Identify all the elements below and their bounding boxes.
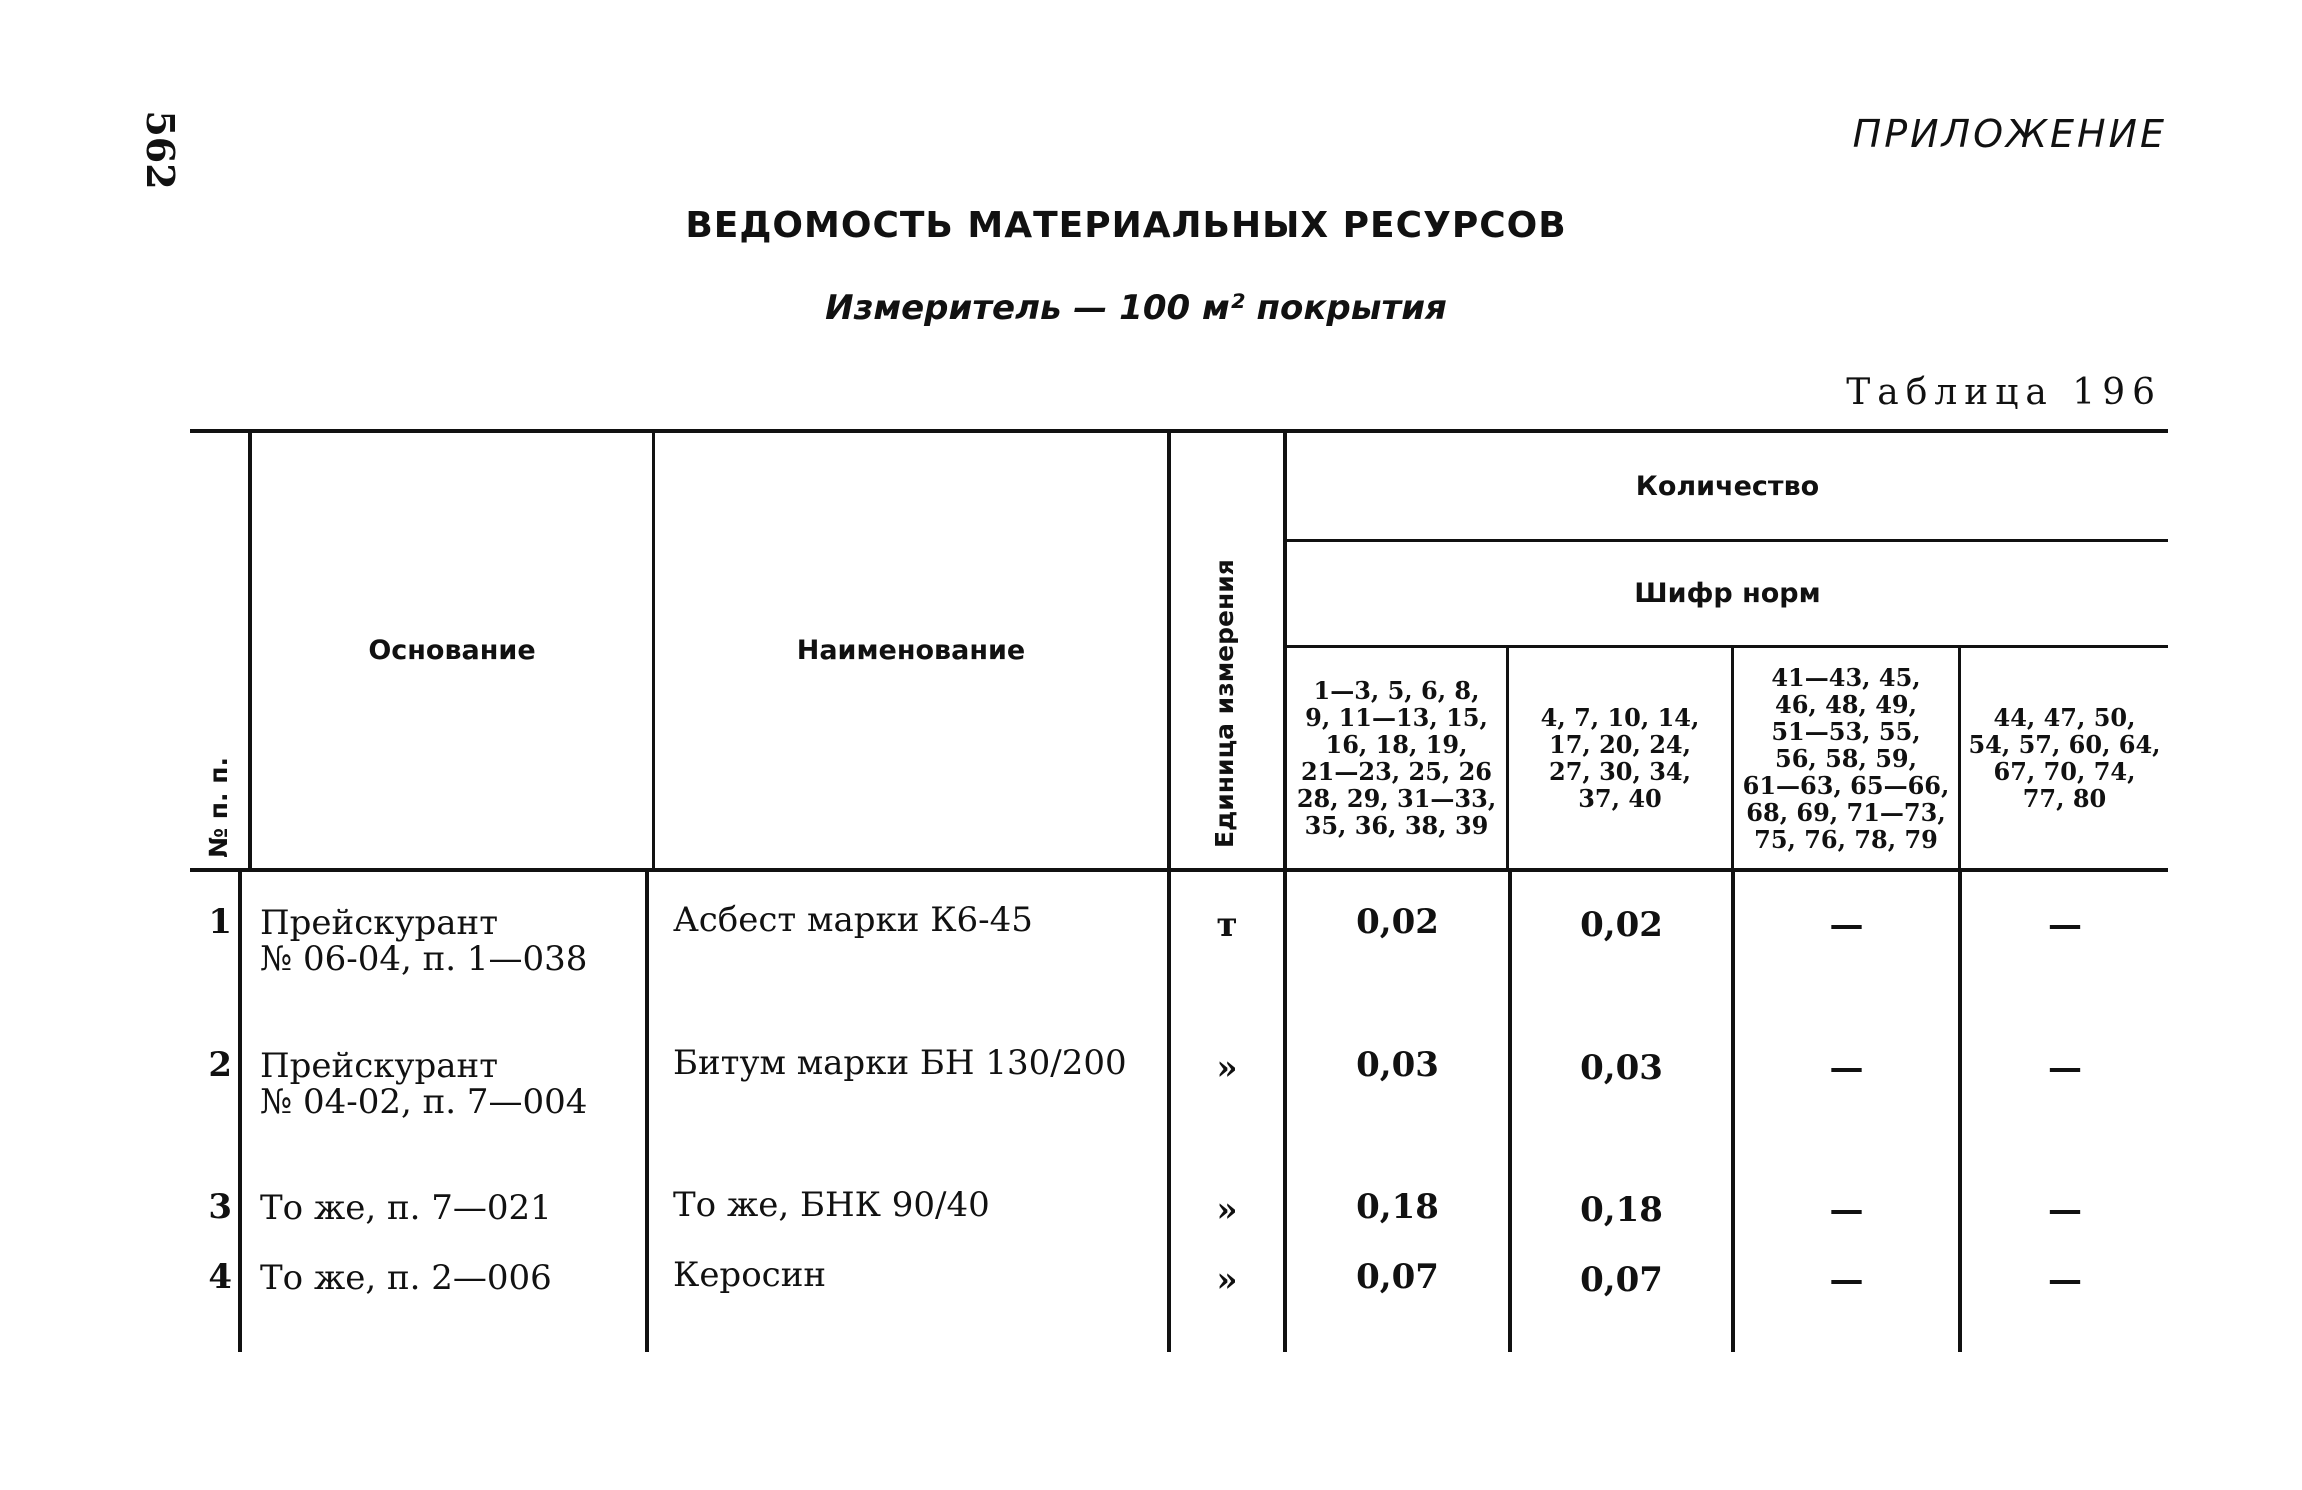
row-name: Асбест марки К6-45 <box>673 900 1033 940</box>
page-number: 562 <box>138 110 183 190</box>
row-q1: 0,02 <box>1356 902 1439 942</box>
header-unit: Единица измерения <box>1210 559 1239 848</box>
row-q4: — <box>2048 1190 2082 1230</box>
row-basis: Прейскурант № 06-04, п. 1—038 <box>260 903 588 979</box>
header-code-group-1: 1—3, 5, 6, 8, 9, 11—13, 15, 16, 18, 19, 21—23, 25, 26 28, 29, 31—33, 35, 36, 38, 39 <box>1296 676 1497 840</box>
row-unit: » <box>1216 1190 1238 1230</box>
document-title: ВЕДОМОСТЬ МАТЕРИАЛЬНЫХ РЕСУРСОВ <box>685 205 1567 246</box>
header-norm-code: Шифр норм <box>1634 578 1821 609</box>
header-bottom-rule <box>190 868 2168 872</box>
row-q2: 0,02 <box>1580 905 1663 945</box>
body-vline-2 <box>645 872 649 1352</box>
row-unit: » <box>1216 1048 1238 1088</box>
row-q3: — <box>1829 1260 1864 1300</box>
row-q3: — <box>1829 1190 1864 1230</box>
row-q3: — <box>1829 905 1864 945</box>
row-basis: Прейскурант № 04-02, п. 7—004 <box>260 1046 588 1122</box>
header-num: № п. п. <box>204 756 233 858</box>
appendix-label: ПРИЛОЖЕНИЕ <box>1852 112 2167 156</box>
header-code-group-4: 44, 47, 50, 54, 57, 60, 64, 67, 70, 74, 77, 80 <box>1968 703 2161 813</box>
row-name: Битум марки БН 130/200 <box>673 1043 1127 1083</box>
header-vline-3 <box>1167 433 1171 868</box>
header-name: Наименование <box>796 635 1026 666</box>
row-q4: — <box>2048 905 2082 945</box>
row-q4: — <box>2048 1260 2082 1300</box>
row-name: Керосин <box>673 1255 827 1295</box>
row-q1: 0,03 <box>1356 1045 1439 1085</box>
header-code-group-3: 41—43, 45, 46, 48, 49, 51—53, 55, 56, 58, 59, 61—63, 65—66, 68, 69, 71—73, 75, 76, 78, 79 <box>1742 662 1950 854</box>
row-q2: 0,07 <box>1580 1260 1663 1300</box>
row-q4: — <box>2048 1048 2082 1088</box>
row-name: То же, БНК 90/40 <box>673 1185 990 1225</box>
row-q3: — <box>1829 1048 1864 1088</box>
row-unit: т <box>1216 905 1238 945</box>
table-label: Таблица 196 <box>1846 372 2162 413</box>
header-quantity: Количество <box>1635 470 1820 502</box>
row-basis: То же, п. 2—006 <box>260 1258 552 1298</box>
row-num: 2 <box>208 1045 232 1085</box>
header-code-group-2: 4, 7, 10, 14, 17, 20, 24, 27, 30, 34, 37, 40 <box>1540 703 1700 813</box>
row-unit: » <box>1216 1260 1238 1300</box>
row-q2: 0,03 <box>1580 1048 1663 1088</box>
row-num: 4 <box>208 1257 232 1297</box>
row-q1: 0,07 <box>1356 1257 1439 1297</box>
row-basis: То же, п. 7—021 <box>260 1188 552 1228</box>
document-subtitle: Измеритель — 100 м² покрытия <box>825 288 1447 328</box>
row-q1: 0,18 <box>1356 1187 1439 1227</box>
row-q2: 0,18 <box>1580 1190 1663 1230</box>
body-vline-1 <box>238 872 242 1352</box>
header-basis: Основание <box>368 635 536 666</box>
row-num: 3 <box>208 1187 232 1227</box>
row-num: 1 <box>208 902 232 942</box>
